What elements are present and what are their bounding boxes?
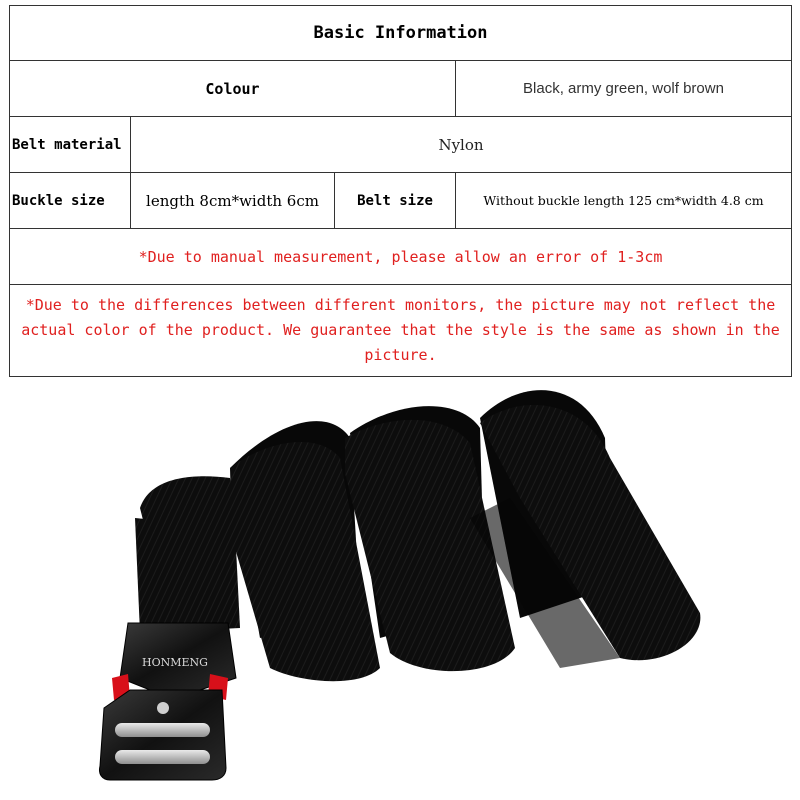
buckle-size-label: Buckle size [10,173,131,229]
colour-label: Colour [10,61,456,117]
basic-information-table [9,5,792,377]
belt-size-value: Without buckle length 125 cm*width 4.8 cm [456,173,792,229]
belt-product-image [0,378,800,800]
buckle-size-value: length 8cm*width 6cm [131,173,335,229]
measurement-note: *Due to manual measurement, please allow an error of 1-3cm [10,229,792,285]
material-label: Belt material [10,117,131,173]
material-value: Nylon [131,117,792,173]
monitor-color-note: *Due to the differences between different monitors, the picture may not reflect the actual color of the product. We guarantee that the style is the same as shown in the picture. [10,285,792,377]
belt-size-label: Belt size [335,173,456,229]
buckle-brand-text: HONMENG [142,656,208,669]
table-title: Basic Information [10,6,792,61]
colour-value: Black, army green, wolf brown [456,61,792,117]
buckle [99,623,236,780]
